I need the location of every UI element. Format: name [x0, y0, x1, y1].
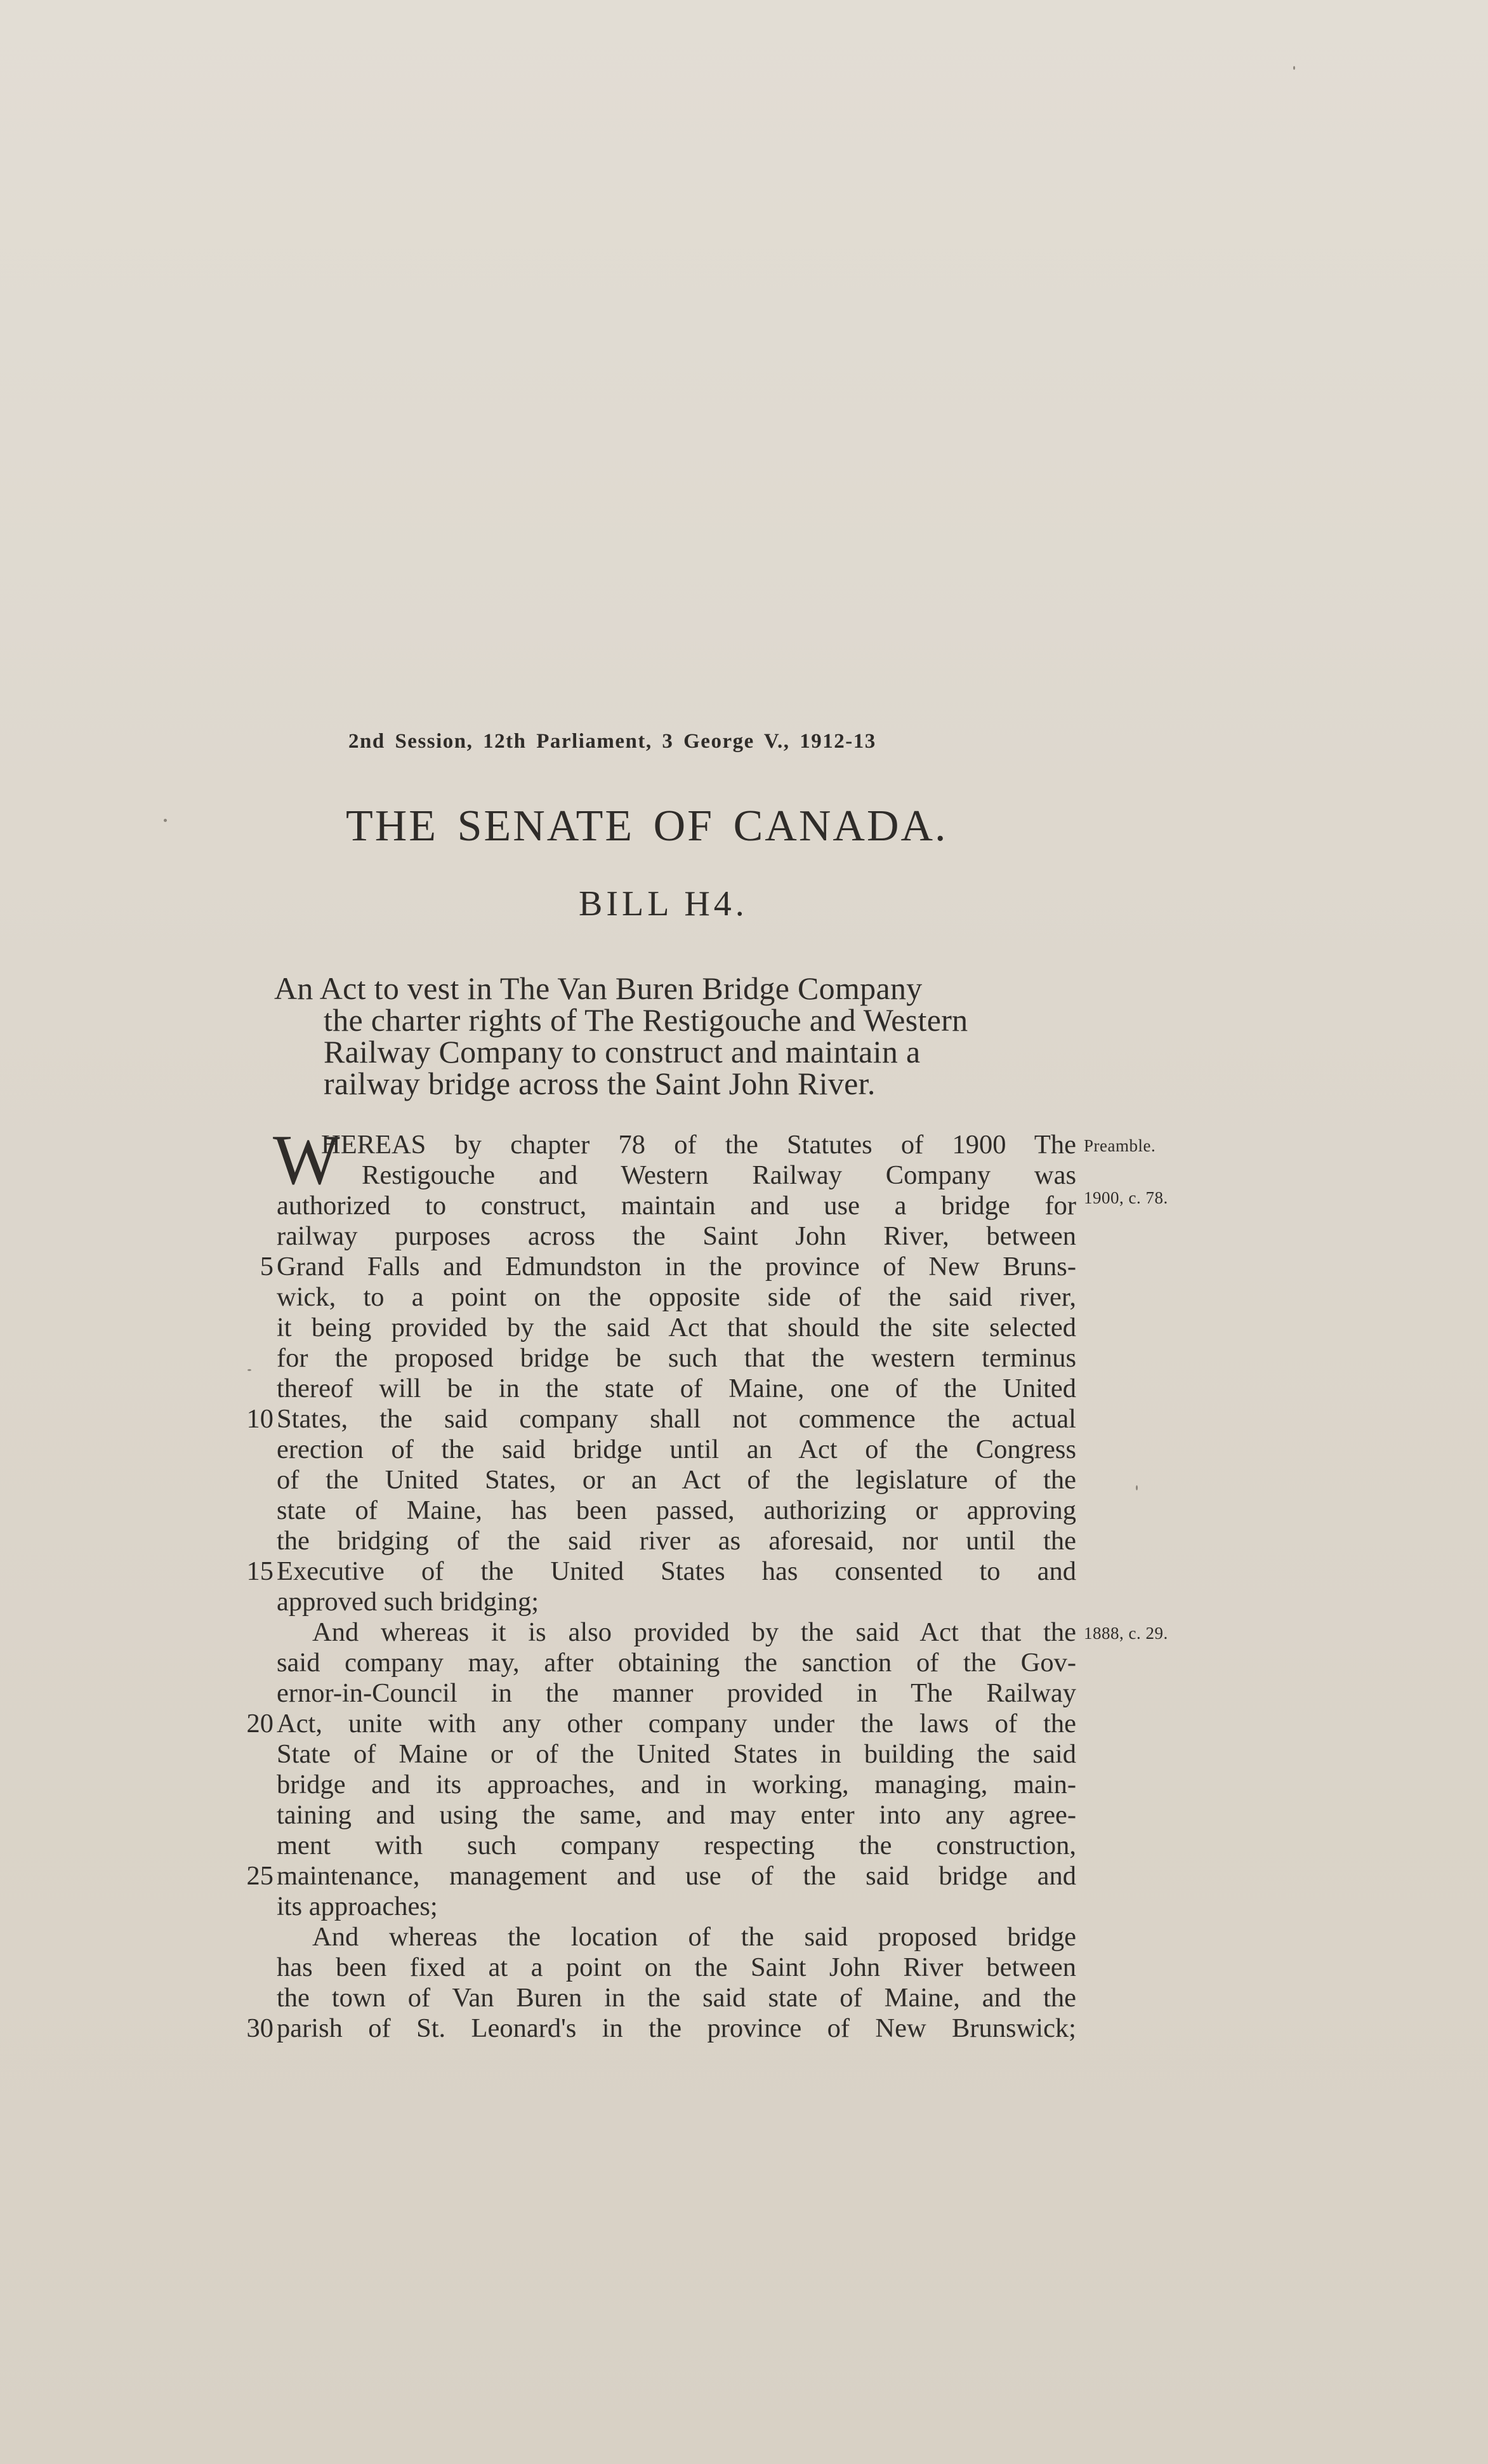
body-line: ernor-in-Council in the manner provided in The Railway: [277, 1678, 1076, 1708]
act-title-line: Railway Company to construct and maintain a: [324, 1034, 921, 1070]
body-line: bridge and its approaches, and in working, managing, main-: [277, 1770, 1076, 1799]
line-number: 15: [246, 1556, 273, 1586]
margin-note-statute: 1888, c. 29.: [1084, 1624, 1168, 1643]
body-line: taining and using the same, and may enter into any agree-: [277, 1800, 1076, 1830]
body-line: HEREAS by chapter 78 of the Statutes of 1900 The: [321, 1130, 1076, 1160]
paper-speck: [1293, 66, 1295, 70]
body-line: And whereas it is also provided by the said Act that the: [312, 1617, 1076, 1647]
body-line: approved such bridging;: [277, 1587, 539, 1617]
paper-speck: [164, 819, 167, 822]
body-line: of the United States, or an Act of the legislature of the: [277, 1465, 1076, 1495]
body-line: And whereas the location of the said proposed bridge: [312, 1922, 1076, 1952]
body-line: wick, to a point on the opposite side of the said river,: [277, 1282, 1076, 1312]
body-line: Executive of the United States has consented to and: [277, 1556, 1076, 1586]
paper-speck: [1136, 1485, 1138, 1490]
body-line: erection of the said bridge until an Act of the Congress: [277, 1434, 1076, 1464]
body-line: has been fixed at a point on the Saint John River between: [277, 1952, 1076, 1982]
chamber-title: THE SENATE OF CANADA.: [346, 802, 948, 851]
act-title-line: railway bridge across the Saint John River.: [324, 1066, 876, 1101]
line-number: 5: [260, 1252, 273, 1282]
body-line: state of Maine, has been passed, authorizing or approving: [277, 1495, 1076, 1525]
body-line: Restigouche and Western Railway Company was: [362, 1160, 1076, 1190]
body-line: Act, unite with any other company under the laws of the: [277, 1709, 1076, 1739]
body-line: ment with such company respecting the construction,: [277, 1831, 1076, 1860]
bill-number: BILL H4.: [579, 884, 748, 924]
body-line: parish of St. Leonard's in the province of New Brunswick;: [277, 2013, 1076, 2043]
margin-note-preamble: Preamble.: [1084, 1136, 1156, 1155]
body-line: railway purposes across the Saint John River, between: [277, 1221, 1076, 1251]
line-number: 10: [246, 1404, 273, 1434]
body-line: State of Maine or of the United States in building the said: [277, 1739, 1076, 1769]
line-number: 25: [246, 1861, 273, 1891]
session-header: 2nd Session, 12th Parliament, 3 George V., 1912-13: [348, 730, 876, 753]
body-line: the town of Van Buren in the said state of Maine, and the: [277, 1983, 1076, 2013]
margin-note-statute: 1900, c. 78.: [1084, 1188, 1168, 1207]
body-line: the bridging of the said river as aforesaid, nor until the: [277, 1526, 1076, 1556]
drop-cap: W: [273, 1121, 340, 1200]
line-number: 20: [246, 1709, 273, 1739]
body-line: said company may, after obtaining the sanction of the Gov-: [277, 1648, 1076, 1678]
body-line: its approaches;: [277, 1891, 438, 1921]
line-number: 30: [246, 2013, 273, 2043]
body-line: States, the said company shall not commence the actual: [277, 1404, 1076, 1434]
body-line: it being provided by the said Act that should the site selected: [277, 1313, 1076, 1342]
body-line: authorized to construct, maintain and use a bridge for: [277, 1191, 1076, 1221]
act-title-line: An Act to vest in The Van Buren Bridge Company: [274, 970, 923, 1006]
body-line: for the proposed bridge be such that the western terminus: [277, 1343, 1076, 1373]
body-line: Grand Falls and Edmundston in the province of New Bruns-: [277, 1252, 1076, 1282]
body-line: thereof will be in the state of Maine, one of the United: [277, 1374, 1076, 1403]
paper-speck: [247, 1369, 251, 1371]
act-title-line: the charter rights of The Restigouche and Western: [324, 1002, 968, 1038]
body-line: maintenance, management and use of the said bridge and: [277, 1861, 1076, 1891]
